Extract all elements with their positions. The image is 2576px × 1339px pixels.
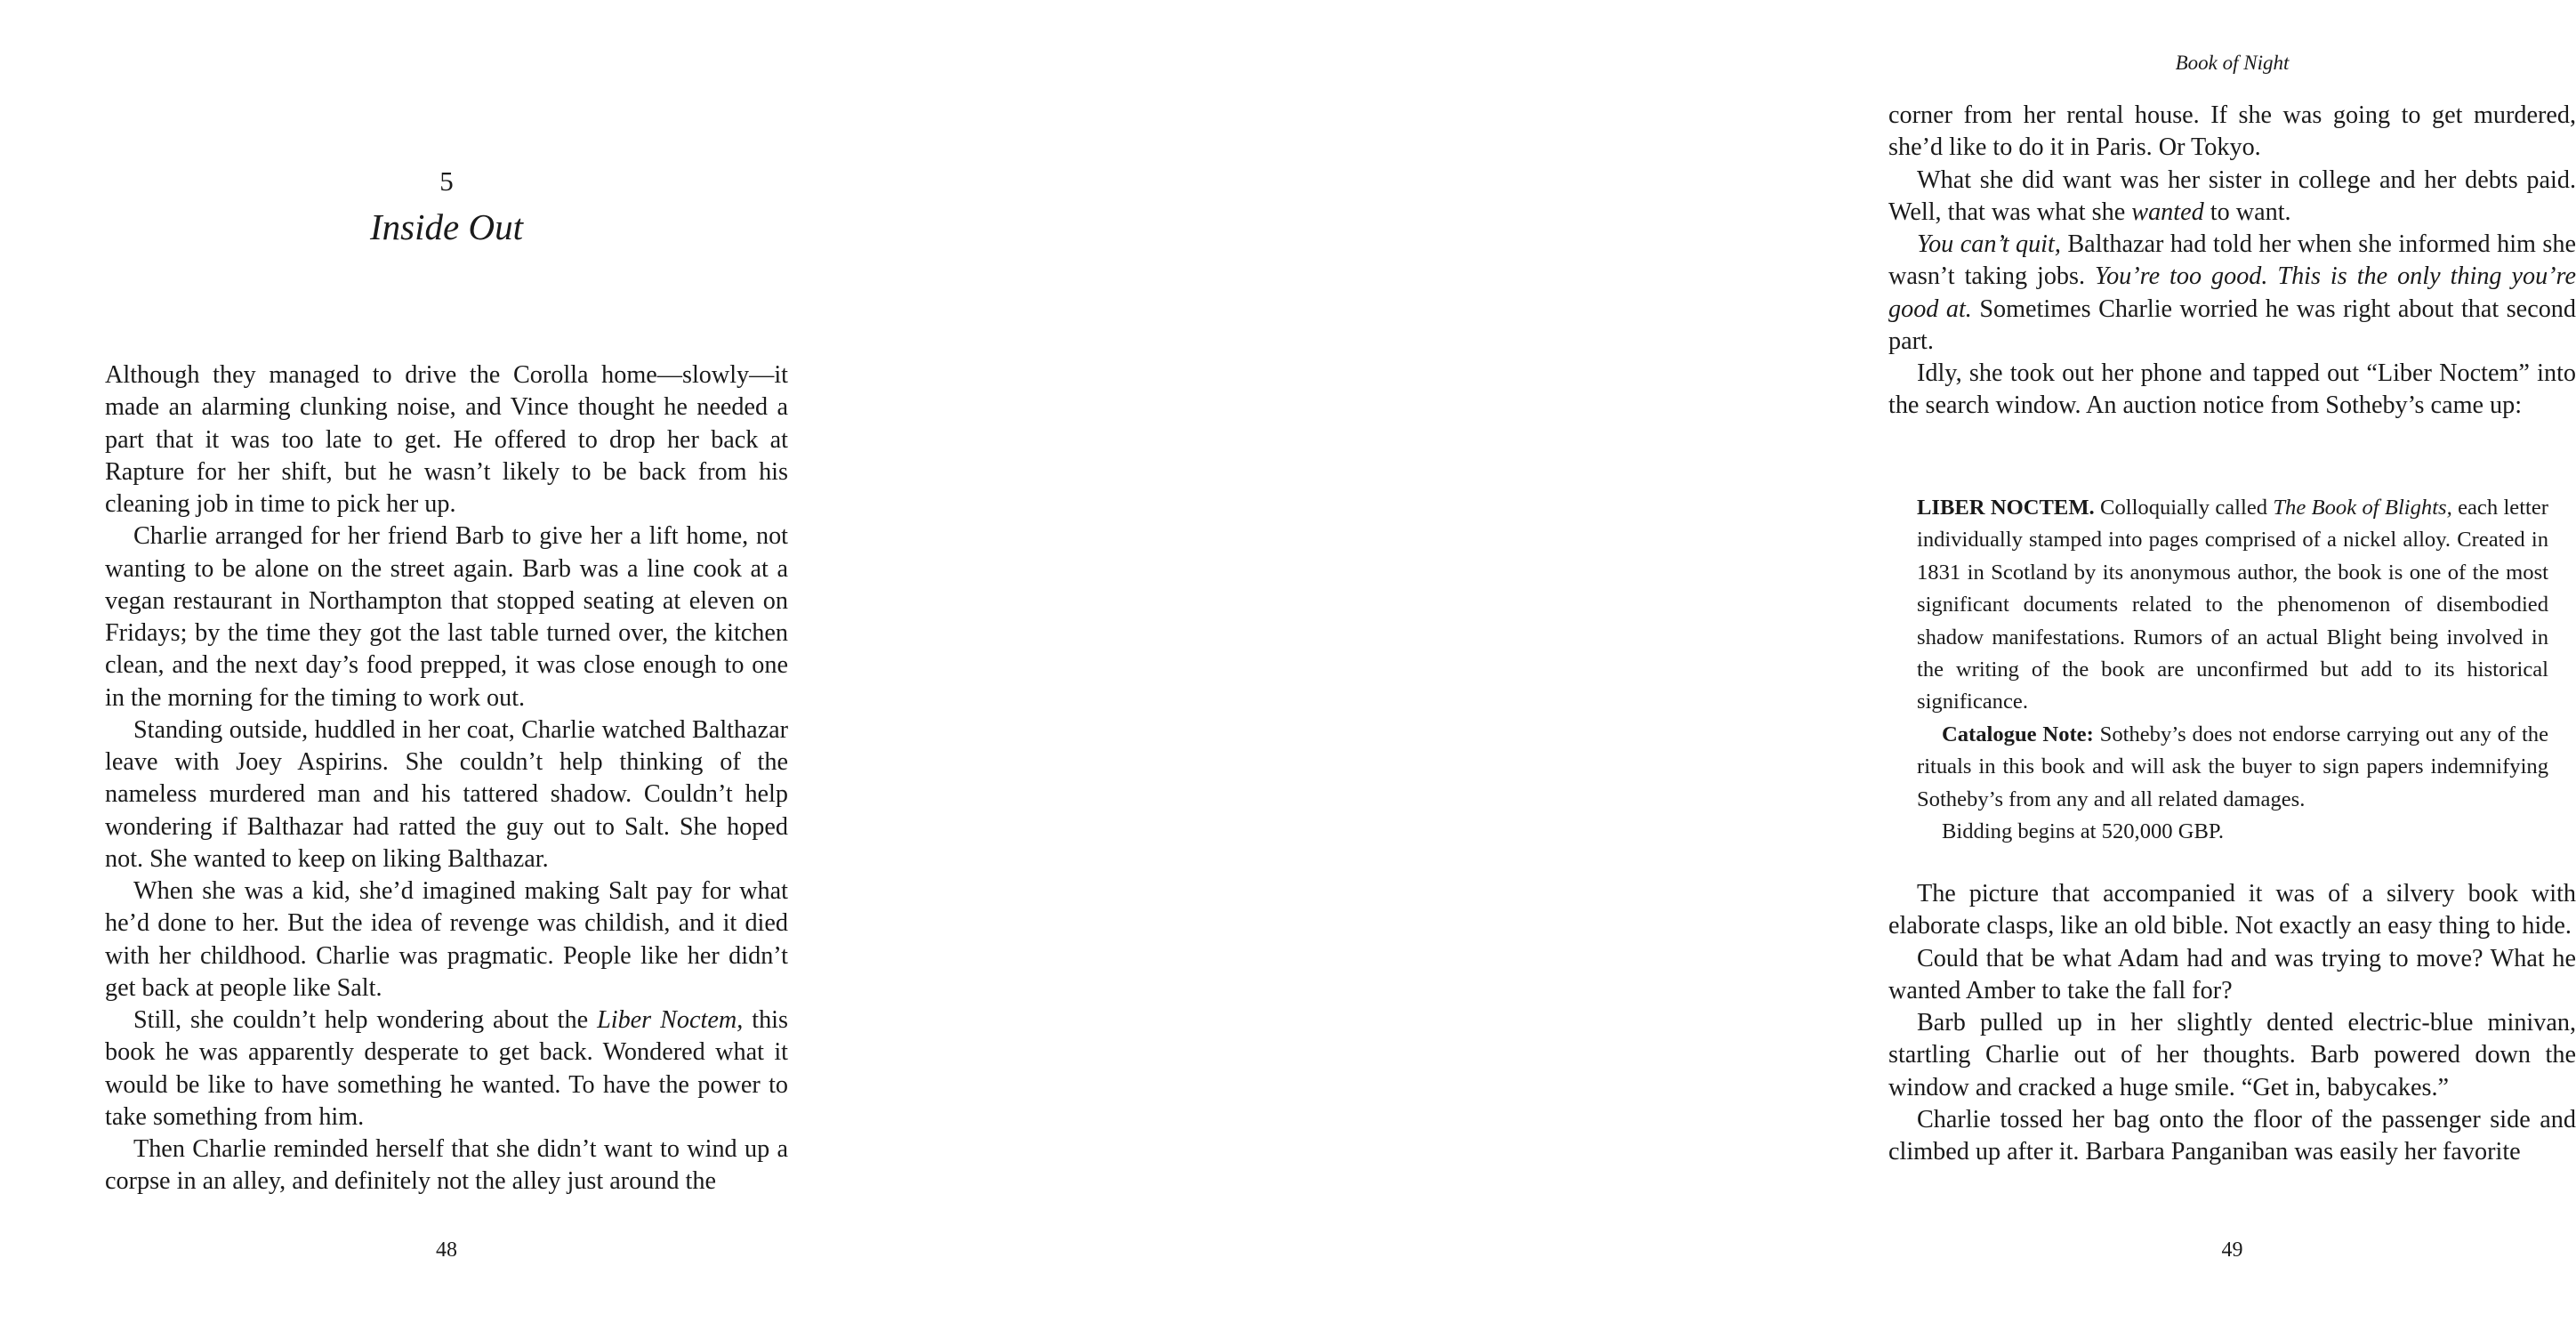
paragraph: [1888, 100, 2576, 165]
text-run: Sometimes Charlie worried he was right about that second part.: [1888, 294, 2576, 355]
text-run: Although they managed to drive the Corolla home—slowly—it made an alarming clunking noise, and Vince thought he needed a part that it was too late to get. He offered to drop her back at Rapture for her shift, but he wasn’t likely to be back from his cleaning job in time to pick her up.: [105, 361, 788, 518]
paragraph: [105, 359, 788, 520]
text-run: Charlie tossed her bag onto the floor of the passenger side and climbed up after it. Barbara Panganiban was easily her favorite: [1888, 1105, 2576, 1166]
italic-run: You can’t quit,: [1917, 230, 2061, 258]
text-run: Colloquially called: [2094, 496, 2274, 520]
italic-run: You’re too good. This is the only thing you’re good at.: [1888, 262, 2576, 323]
text-run: each letter individually stamped into pages comprised of a nickel alloy. Created in 1831 in Scotland by its anonymous author, the book is one of the most significant documents related to the phenomenon of disembodied shadow manifestations. Rumors of an actual Blight being involved in the writing of the book are unconfirmed but add to its historical significance.: [1917, 496, 2548, 714]
paragraph: [1917, 492, 2548, 719]
paragraph: [1888, 1104, 2576, 1169]
text-run: Bidding begins at 520,000 GBP.: [1942, 819, 2225, 844]
paragraph: [1888, 878, 2576, 943]
auction-notice-excerpt: [1917, 492, 2548, 848]
paragraph: [1888, 943, 2576, 1008]
text-run: Still, she couldn’t help wondering about the: [133, 1006, 598, 1034]
paragraph: [1888, 1007, 2576, 1104]
text-run: Standing outside, huddled in her coat, Charlie watched Balthazar leave with Joey Aspirins. She couldn’t help thinking of the nameless murdered man and his tattered shadow. Couldn’t help wondering if Balthazar had ratted the guy out to Salt. She hoped not. She wanted to keep on liking Balthazar.: [105, 715, 788, 873]
paragraph: [1917, 816, 2548, 848]
left-page: [0, 0, 890, 1339]
text-run: Then Charlie reminded herself that she didn’t want to wind up a corpse in an alley, and definitely not the alley just around the: [105, 1135, 788, 1196]
paragraph: [105, 520, 788, 714]
chapter-number: 5: [439, 165, 454, 197]
bold-run: LIBER NOCTEM.: [1917, 496, 2095, 520]
text-run: Barb pulled up in her slightly dented electric-blue minivan, startling Charlie out of her thoughts. Barb powered down the window and cracked a huge smile. “Get in, babycakes.”: [1888, 1009, 2576, 1101]
paragraph: [1917, 719, 2548, 816]
page-number-left: 48: [436, 1238, 457, 1262]
italic-run: Liber Noctem,: [597, 1006, 744, 1034]
right-body-text-bottom: [1888, 878, 2576, 1168]
text-run: Idly, she took out her phone and tapped out “Liber Noctem” into the search window. An auction notice from Sotheby’s came up:: [1888, 359, 2576, 420]
page-number-right: 49: [2221, 1238, 2243, 1262]
text-run: corner from her rental house. If she was going to get murdered, she’d like to do it in Paris. Or Tokyo.: [1888, 101, 2576, 162]
left-body-text: [105, 359, 788, 1198]
italic-run: The Book of Blights,: [2273, 496, 2452, 520]
paragraph: [1888, 165, 2576, 230]
italic-run: wanted: [2131, 198, 2204, 226]
paragraph: [1888, 358, 2576, 423]
chapter-title: Inside Out: [370, 206, 523, 247]
paragraph: [105, 1004, 788, 1133]
text-run: The picture that accompanied it was of a silvery book with elaborate clasps, like an old bible. Not exactly an easy thing to hide.: [1888, 880, 2576, 940]
paragraph: [105, 875, 788, 1004]
text-run: Sotheby’s does not endorse carrying out any of the rituals in this book and will ask the buyer to sign papers indemnifying Sotheby’s from any and all related damages.: [1917, 722, 2548, 811]
text-run: What she did want was her sister in college and her debts paid. Well, that was what she: [1888, 165, 2576, 226]
bold-run: Catalogue Note:: [1942, 722, 2094, 746]
paragraph: [1888, 229, 2576, 358]
right-page: [890, 0, 2576, 1339]
text-run: Balthazar had told her when she informed him she wasn’t taking jobs.: [1888, 230, 2576, 291]
text-run: Could that be what Adam had and was trying to move? What he wanted Amber to take the fall for?: [1888, 944, 2576, 1004]
text-run: this book he was apparently desperate to get back. Wondered what it would be like to have something he wanted. To have the power to take something from him.: [105, 1006, 788, 1131]
paragraph: [105, 1133, 788, 1198]
text-run: to want.: [2203, 198, 2291, 226]
running-head: Book of Night: [2175, 52, 2290, 74]
text-run: When she was a kid, she’d imagined making Salt pay for what he’d done to her. But the idea of revenge was childish, and it died with her childhood. Charlie was pragmatic. People like her didn’t get back at people like Salt.: [105, 877, 788, 1002]
right-body-text-top: [1888, 100, 2576, 423]
paragraph: [105, 714, 788, 875]
text-run: Charlie arranged for her friend Barb to give her a lift home, not wanting to be alone on the street again. Barb was a line cook at a vegan restaurant in Northampton that stopped seating at eleven on Fridays; by the time they got the last table turned over, the kitchen clean, and the next day’s food prepped, it was close enough to one in the morning for the timing to work out.: [105, 522, 788, 712]
